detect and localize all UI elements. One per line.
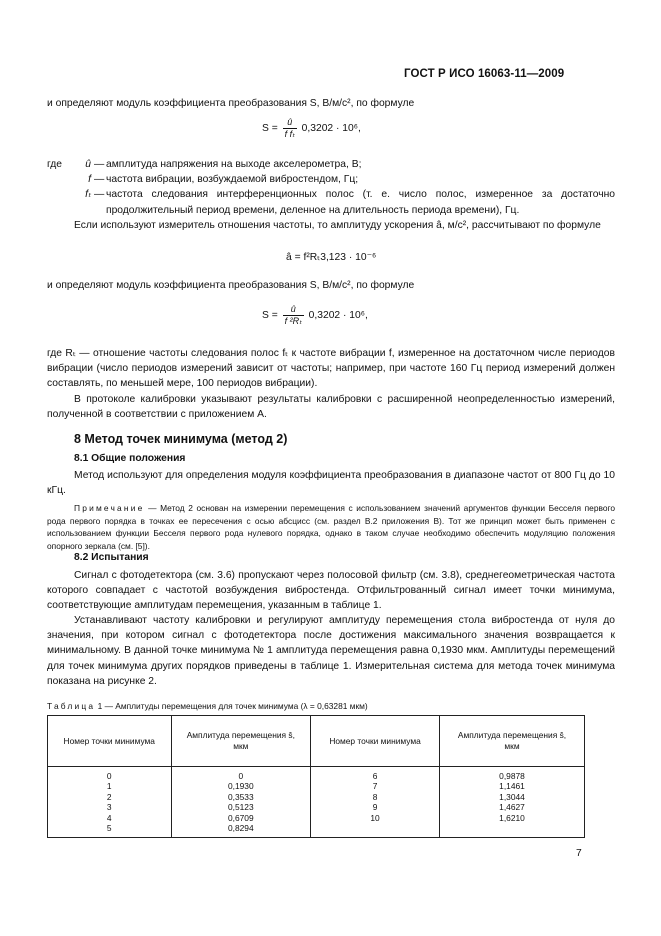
section-8-title: 8 Метод точек минимума (метод 2)	[74, 432, 288, 446]
formula-1-numerator: û	[283, 117, 297, 129]
para-ratio: Если используют измеритель отношения частоты, то амплитуду ускорения â, м/с², рассчитывают по формуле	[74, 220, 601, 231]
subsection-8-2-para-2: Устанавливают частоту калибровки и регулируют амплитуду перемещения стола вибростенда от нуля до значения, при котором сигнал с фотодетектора после достижения максимального значения возвращается к минимальному. В данной точке минимума № 1 амплитуда перемещения равна 0,1930 мкм. Амплитуды перемещений для точек минимума других порядков приведены в таблице 1. Измерительная система для метода точек минимума показана на рисунке 2.	[47, 615, 615, 687]
table-header-cell: Номер точки минимума	[311, 716, 440, 767]
definition-symbol: fₜ	[85, 189, 91, 201]
formula-3-lhs: S =	[262, 310, 278, 322]
formula-3	[262, 304, 368, 327]
formula-1	[262, 117, 361, 140]
definition-text: амплитуда напряжения на выходе акселерометра, В;	[106, 159, 362, 170]
table-col-amplitude-1: 0 0,1930 0,3533 0,5123 0,6709 0,8294	[171, 767, 311, 838]
minimum-points-table	[47, 715, 585, 838]
subsection-8-2-para-1: Сигнал с фотодетектора (см. 3.6) пропускают через полосовой фильтр (см. 3.8), среднегеометрическая частота которого совпадает с частотой возбуждения вибростенда. Отфильтрованный сигнал имеет точки минимума, соответствующие амплитудам перемещения, указанным в таблице 1.	[47, 570, 615, 612]
note-text: — Метод 2 основан на измерении перемещения с использованием значений аргументов функции Бесселя первого рода первого порядка в точках ее пересечения с осью абсцисс (см. раздел В.2 приложения В). Тот же принцип может быть применен с использованием функции Бесселя первого рода нулевого порядка, однако в таком случае необходимо обеспечить модуляцию положения опорного зеркала (см. [5]).	[47, 503, 616, 551]
formula-3-fraction	[283, 304, 304, 327]
subsection-8-1-title: 8.1 Общие положения	[74, 453, 186, 464]
intro-line-2: и определяют модуль коэффициента преобразования S, В/м/с², по формуле	[47, 280, 415, 291]
formula-2: â = f²Rₜ3,123 · 10⁻⁶	[286, 252, 377, 263]
formula-3-rhs: 0,3202 · 10⁶,	[308, 310, 368, 322]
formula-1-rhs: 0,3202 · 10⁶,	[301, 123, 361, 135]
formula-1-fraction	[283, 117, 297, 140]
table-caption	[47, 701, 368, 711]
definition-symbol: f	[88, 174, 91, 186]
subsection-8-1-text: Метод используют для определения модуля коэффициента преобразования в диапазоне частот от 800 Гц до 10 кГц.	[47, 470, 615, 497]
table-header-cell: Амплитуда перемещения ŝ, мкм	[171, 716, 311, 767]
definition-text: частота вибрации, возбуждаемой вибростендом, Гц;	[106, 174, 359, 186]
table-caption-label: Таблица	[47, 701, 96, 711]
formula-3-numerator: û	[283, 304, 304, 316]
table-caption-text: 1 — Амплитуды перемещения для точек минимума (λ = 0,63281 мкм)	[97, 701, 368, 711]
page-number: 7	[576, 848, 582, 859]
table-col-min-number-1: 0 1 2 3 4 5	[48, 767, 172, 838]
table-col-min-number-2: 6 7 8 9 10	[311, 767, 440, 838]
intro-line-1: и определяют модуль коэффициента преобразования S, В/м/с², по формуле	[47, 98, 415, 109]
definition-symbol: û	[85, 159, 91, 170]
definition-row: f — частота вибрации, возбуждаемой вибростендом, Гц;	[47, 172, 615, 187]
table-col-amplitude-2: 0,9878 1,1461 1,3044 1,4627 1,6210	[439, 767, 584, 838]
formula-1-lhs: S =	[262, 123, 278, 135]
document-header: ГОСТ Р ИСО 16063-11—2009	[404, 68, 565, 80]
note	[47, 502, 615, 552]
definition-row: fₜ — частота следования интерференционных полос (т. е. число полос, измеренное за достаточно продолжительный период времени, деленное на длительность периода времени), Гц.	[47, 187, 615, 217]
table-row	[48, 767, 585, 838]
where-label: где	[47, 159, 63, 170]
definitions-list	[47, 157, 615, 218]
table-header-cell: Амплитуда перемещения ŝ, мкм	[439, 716, 584, 767]
subsection-8-2-title: 8.2 Испытания	[74, 552, 149, 563]
para-protocol: В протоколе калибровки указывают результаты калибровки с расширенной неопределенностью измерений, полученной в соответствии с приложением А.	[47, 394, 615, 421]
note-label: Примечание	[74, 503, 145, 513]
para-rf: где Rₜ — отношение частоты следования полос fₜ к частоте вибрации f, измеренное на достаточном числе периодов вибрации (число периодов измерений зависит от частоты; например, при частоте 160 Гц период измерений должен составлять, по меньшей мере, 100 периодов вибрации).	[47, 348, 615, 390]
table-header-row	[48, 716, 585, 767]
formula-1-denominator: f fₜ	[284, 129, 295, 139]
table-header-cell: Номер точки минимума	[48, 716, 172, 767]
definition-text: частота следования интерференционных полос (т. е. число полос, измеренное за достаточно продолжительный период времени, деленное на длительность периода времени), Гц.	[106, 189, 615, 216]
formula-3-denominator: f ²Rₜ	[284, 316, 302, 326]
definition-row: где û — амплитуда напряжения на выходе акселерометра, В;	[47, 157, 615, 172]
